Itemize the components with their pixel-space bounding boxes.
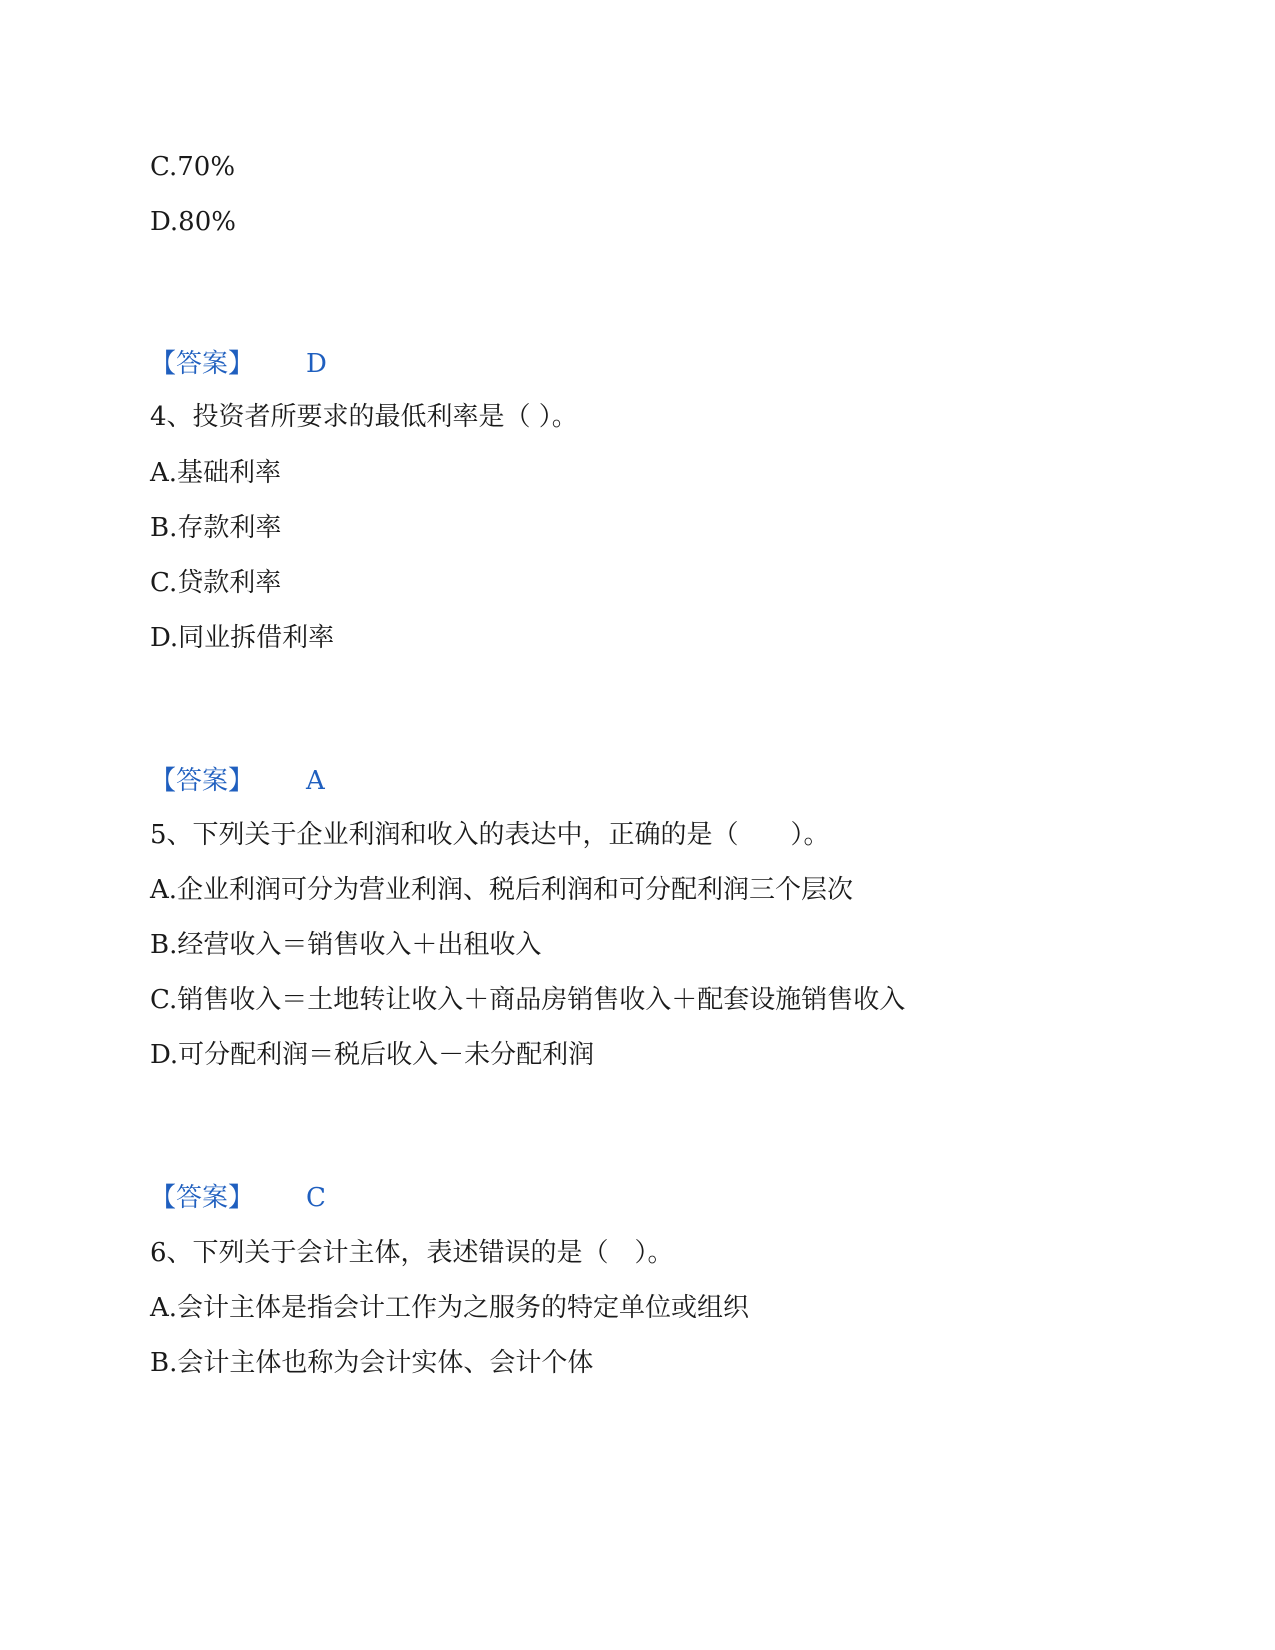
q4-option-c: C.贷款利率 <box>150 568 282 598</box>
answer-value: D <box>306 349 327 379</box>
q6-option-b: B.会计主体也称为会计实体、会计个体 <box>150 1348 594 1378</box>
q3-option-d: D.80% <box>150 207 236 237</box>
q4-option-b: B.存款利率 <box>150 513 282 543</box>
q4-option-a: A.基础利率 <box>150 458 282 488</box>
q4-option-d: D.同业拆借利率 <box>150 623 335 653</box>
q5-option-d: D.可分配利润＝税后收入－未分配利润 <box>150 1040 595 1070</box>
q5-option-a: A.企业利润可分为营业利润、税后利润和可分配利润三个层次 <box>150 875 854 905</box>
q5-answer <box>150 1181 326 1215</box>
q6-option-a: A.会计主体是指会计工作为之服务的特定单位或组织 <box>150 1293 750 1323</box>
answer-label: 【答案】 <box>150 1183 255 1213</box>
q3-answer <box>150 347 327 381</box>
answer-value: A <box>306 766 325 796</box>
answer-value: C <box>306 1183 326 1213</box>
q3-option-c: C.70% <box>150 152 236 182</box>
answer-label: 【答案】 <box>150 349 255 379</box>
answer-label: 【答案】 <box>150 766 255 796</box>
q6-question: 6、下列关于会计主体，表述错误的是（ ）。 <box>150 1238 674 1268</box>
q4-question: 4、投资者所要求的最低利率是（ ）。 <box>150 402 578 432</box>
q5-option-c: C.销售收入＝土地转让收入＋商品房销售收入＋配套设施销售收入 <box>150 985 906 1015</box>
q5-question: 5、下列关于企业利润和收入的表达中，正确的是（ ）。 <box>150 820 830 850</box>
q5-option-b: B.经营收入＝销售收入＋出租收入 <box>150 930 542 960</box>
q4-answer <box>150 764 325 798</box>
